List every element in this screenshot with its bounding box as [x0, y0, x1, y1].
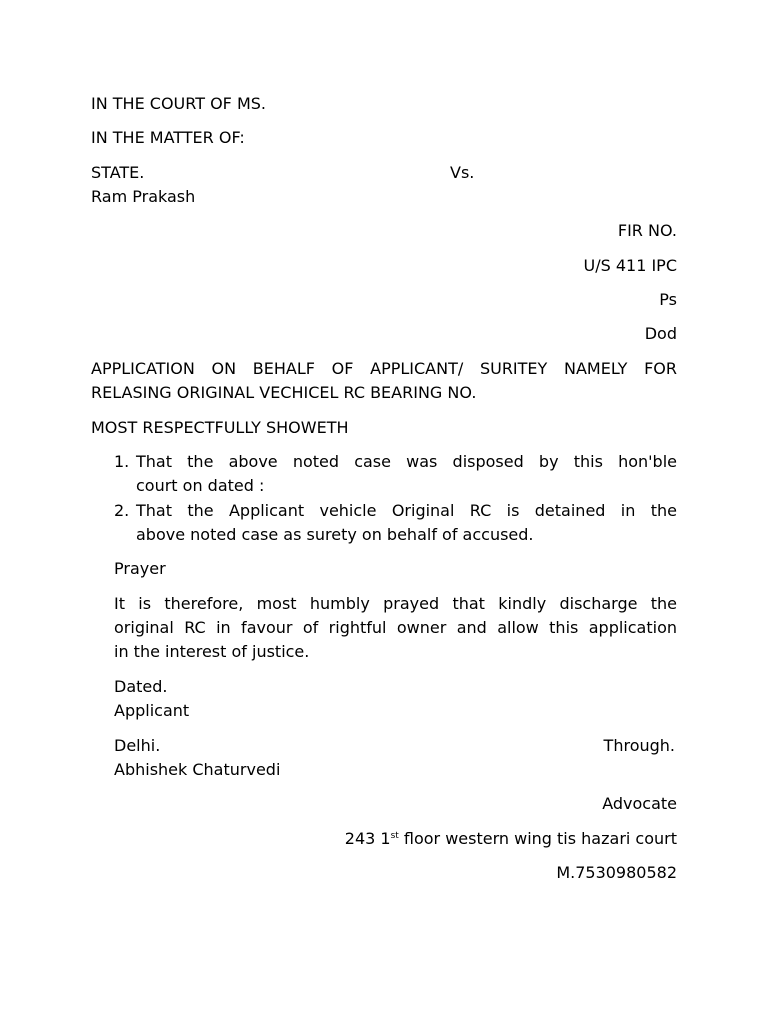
point-number: 1. [114, 452, 130, 471]
fir-number: FIR NO. [617, 221, 677, 240]
section-ipc: U/S 411 IPC [583, 256, 677, 275]
application-title-line-1: APPLICATION ON BEHALF OF APPLICANT/ SURITEY NAMELY FOR [91, 359, 677, 378]
advocate-title: Advocate [602, 794, 677, 813]
court-heading: IN THE COURT OF MS. [91, 94, 266, 113]
advocate-address [345, 827, 677, 851]
place-label: Delhi. [114, 736, 161, 755]
prayer-heading: Prayer [114, 559, 166, 578]
prayer-line-1: It is therefore, most humbly prayed that kindly discharge the [114, 594, 677, 613]
mobile-number: M.7530980582 [556, 863, 677, 882]
point-2-line-1: That the Applicant vehicle Original RC is detained in the [136, 501, 677, 520]
showeth-heading: MOST RESPECTFULLY SHOWETH [91, 418, 349, 437]
date-of-disposal: Dod [644, 324, 677, 343]
advocate-name: Abhishek Chaturvedi [114, 760, 281, 779]
point-number: 2. [114, 501, 130, 520]
point-2-line-2: above noted case as surety on behalf of accused. [136, 525, 534, 544]
point-1-line-2: court on dated : [136, 476, 265, 495]
address-chamber: 243 1 [344, 829, 391, 848]
applicant-label: Applicant [114, 701, 190, 720]
state-party: STATE. [91, 163, 145, 182]
dated-label: Dated. [114, 677, 168, 696]
address-rest: floor western wing tis hazari court [398, 829, 677, 848]
prayer-line-2: original RC in favour of rightful owner and allow this application [114, 618, 677, 637]
point-1-line-1: That the above noted case was disposed by this hon'ble [136, 452, 677, 471]
matter-heading: IN THE MATTER OF: [91, 128, 245, 147]
accused-name: Ram Prakash [91, 187, 196, 206]
address-ordinal: st [390, 831, 399, 841]
police-station: Ps [659, 290, 677, 309]
through-label: Through. [603, 736, 675, 755]
application-title-line-2: RELASING ORIGINAL VECHICEL RC BEARING NO. [91, 383, 477, 402]
versus-label: Vs. [450, 163, 475, 182]
prayer-line-3: in the interest of justice. [114, 642, 310, 661]
